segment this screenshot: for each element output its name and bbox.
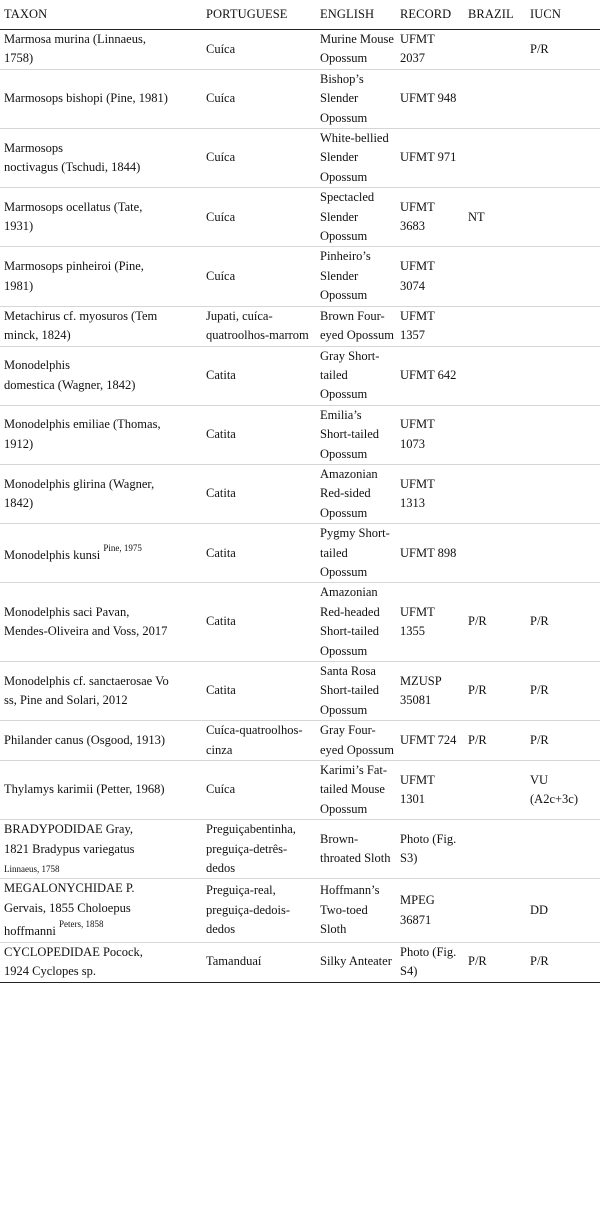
brazil-cell: P/R — [464, 662, 526, 721]
taxon-author-superscript: Pine, 1975 — [103, 542, 142, 553]
english-cell: Pygmy Short-tailed Opossum — [316, 524, 396, 583]
portuguese-cell: Cuíca — [202, 69, 316, 128]
english-cell: Bishop’s Slender Opossum — [316, 69, 396, 128]
taxon-cell: Monodelphis saci Pavan, Mendes-Oliveira and Voss, 2017 — [0, 583, 202, 662]
brazil-cell — [464, 30, 526, 70]
portuguese-cell: Catita — [202, 405, 316, 464]
record-cell: UFMT 1355 — [396, 583, 464, 662]
iucn-cell: P/R — [526, 721, 600, 761]
table-row — [0, 820, 600, 879]
table-row — [0, 69, 600, 128]
portuguese-cell: Jupati, cuíca-quatroolhos-marrom — [202, 306, 316, 346]
record-cell: UFMT 971 — [396, 129, 464, 188]
brazil-cell — [464, 129, 526, 188]
portuguese-cell: Preguiça-real, preguiça-dedois-dedos — [202, 879, 316, 942]
taxon-author-superscript: Peters, 1858 — [58, 919, 104, 930]
taxon-cell: CYCLOPEDIDAE Pocock, 1924 Cyclopes sp. — [0, 942, 202, 982]
table-row — [0, 346, 600, 405]
portuguese-cell: Cuíca — [202, 30, 316, 70]
table-row — [0, 524, 600, 583]
english-cell: Brown Four-eyed Opossum — [316, 306, 396, 346]
taxon-cell: Monodelphis emiliae (Thomas, 1912) — [0, 405, 202, 464]
brazil-cell — [464, 405, 526, 464]
english-cell: Spectacled Slender Opossum — [316, 188, 396, 247]
english-cell: Amazonian Red-headed Short-tailed Opossum — [316, 583, 396, 662]
record-cell: UFMT 1313 — [396, 464, 464, 523]
taxon-cell: MEGALONYCHIDAE P. Gervais, 1855 Choloepus hoffmanni $^{Peters, 1858}$ — [0, 879, 202, 942]
header-english: ENGLISH — [316, 0, 396, 30]
brazil-cell — [464, 761, 526, 820]
taxon-cell: Monodelphis cf. sanctaerosae Vo ss, Pine and Solari, 2012 — [0, 662, 202, 721]
iucn-cell — [526, 188, 600, 247]
taxon-cell: Marmosops ocellatus (Tate, 1931) — [0, 188, 202, 247]
table-row — [0, 662, 600, 721]
taxon-cell: BRADYPODIDAE Gray, 1821 Bradypus variegatus Linnaeus, 1758 — [0, 820, 202, 879]
taxon-cell: Marmosa murina (Linnaeus, 1758) — [0, 30, 202, 70]
english-cell: Amazonian Red-sided Opossum — [316, 464, 396, 523]
iucn-cell: VU (A2c+3c) — [526, 761, 600, 820]
table-row — [0, 247, 600, 306]
table-row — [0, 761, 600, 820]
record-cell: MPEG 36871 — [396, 879, 464, 942]
brazil-cell: P/R — [464, 721, 526, 761]
taxon-cell: Philander canus (Osgood, 1913) — [0, 721, 202, 761]
english-cell: Brown-throated Sloth — [316, 820, 396, 879]
brazil-cell — [464, 464, 526, 523]
taxon-cell: Thylamys karimii (Petter, 1968) — [0, 761, 202, 820]
table-row — [0, 405, 600, 464]
iucn-cell — [526, 69, 600, 128]
portuguese-cell: Preguiçabentinha, preguiça-detrês-dedos — [202, 820, 316, 879]
taxon-cell: Monodelphis kunsi $^{Pine, 1975}$ — [0, 524, 202, 583]
record-cell: UFMT 3683 — [396, 188, 464, 247]
taxon-cell: Marmosops noctivagus (Tschudi, 1844) — [0, 129, 202, 188]
table-row — [0, 306, 600, 346]
record-cell: UFMT 1301 — [396, 761, 464, 820]
portuguese-cell: Cuíca — [202, 188, 316, 247]
english-cell: Gray Four-eyed Opossum — [316, 721, 396, 761]
portuguese-cell: Cuíca — [202, 129, 316, 188]
header-taxon: TAXON — [0, 0, 202, 30]
brazil-cell — [464, 69, 526, 128]
iucn-cell: P/R — [526, 30, 600, 70]
brazil-cell — [464, 524, 526, 583]
brazil-cell — [464, 346, 526, 405]
record-cell: Photo (Fig. S3) — [396, 820, 464, 879]
portuguese-cell: Cuíca — [202, 761, 316, 820]
portuguese-cell: Catita — [202, 464, 316, 523]
brazil-cell: NT — [464, 188, 526, 247]
iucn-cell — [526, 247, 600, 306]
taxon-cell: Metachirus cf. myosuros (Tem minck, 1824) — [0, 306, 202, 346]
portuguese-cell: Catita — [202, 346, 316, 405]
table-row — [0, 464, 600, 523]
header-portuguese: PORTUGUESE — [202, 0, 316, 30]
taxon-cell: Monodelphis glirina (Wagner, 1842) — [0, 464, 202, 523]
english-cell: Hoffmann’s Two-toed Sloth — [316, 879, 396, 942]
iucn-cell — [526, 129, 600, 188]
iucn-cell: P/R — [526, 662, 600, 721]
iucn-cell — [526, 306, 600, 346]
table-row — [0, 721, 600, 761]
portuguese-cell: Cuíca — [202, 247, 316, 306]
iucn-cell: P/R — [526, 942, 600, 982]
portuguese-cell: Catita — [202, 583, 316, 662]
header-record: RECORD — [396, 0, 464, 30]
record-cell: UFMT 3074 — [396, 247, 464, 306]
iucn-cell: P/R — [526, 583, 600, 662]
record-cell: Photo (Fig. S4) — [396, 942, 464, 982]
english-cell: White-bellied Slender Opossum — [316, 129, 396, 188]
record-cell: UFMT 898 — [396, 524, 464, 583]
record-cell: UFMT 948 — [396, 69, 464, 128]
brazil-cell — [464, 879, 526, 942]
brazil-cell: P/R — [464, 942, 526, 982]
taxon-cell: Marmosops pinheiroi (Pine, 1981) — [0, 247, 202, 306]
record-cell: UFMT 2037 — [396, 30, 464, 70]
brazil-cell — [464, 247, 526, 306]
table-row — [0, 583, 600, 662]
brazil-cell — [464, 306, 526, 346]
table-row — [0, 129, 600, 188]
english-cell: Gray Short-tailed Opossum — [316, 346, 396, 405]
portuguese-cell: Catita — [202, 662, 316, 721]
portuguese-cell: Catita — [202, 524, 316, 583]
portuguese-cell: Cuíca-quatroolhos-cinza — [202, 721, 316, 761]
iucn-cell — [526, 346, 600, 405]
english-cell: Karimi’s Fat-tailed Mouse Opossum — [316, 761, 396, 820]
iucn-cell — [526, 524, 600, 583]
record-cell: UFMT 1073 — [396, 405, 464, 464]
record-cell: UFMT 724 — [396, 721, 464, 761]
english-cell: Murine Mouse Opossum — [316, 30, 396, 70]
header-brazil: BRAZIL — [464, 0, 526, 30]
table-row — [0, 188, 600, 247]
iucn-cell — [526, 464, 600, 523]
iucn-cell — [526, 820, 600, 879]
header-iucn: IUCN — [526, 0, 600, 30]
portuguese-cell: Tamanduaí — [202, 942, 316, 982]
record-cell: UFMT 1357 — [396, 306, 464, 346]
header-row — [0, 0, 600, 30]
table-row — [0, 942, 600, 982]
taxon-cell: Marmosops bishopi (Pine, 1981) — [0, 69, 202, 128]
iucn-cell — [526, 405, 600, 464]
iucn-cell: DD — [526, 879, 600, 942]
english-cell: Emilia’s Short-tailed Opossum — [316, 405, 396, 464]
table-row — [0, 30, 600, 70]
record-cell: UFMT 642 — [396, 346, 464, 405]
brazil-cell — [464, 820, 526, 879]
english-cell: Pinheiro’s Slender Opossum — [316, 247, 396, 306]
english-cell: Silky Anteater — [316, 942, 396, 982]
taxon-cell: Monodelphis domestica (Wagner, 1842) — [0, 346, 202, 405]
english-cell: Santa Rosa Short-tailed Opossum — [316, 662, 396, 721]
table-row — [0, 879, 600, 942]
brazil-cell: P/R — [464, 583, 526, 662]
record-cell: MZUSP 35081 — [396, 662, 464, 721]
taxon-author-small: Linnaeus, 1758 — [4, 864, 60, 875]
